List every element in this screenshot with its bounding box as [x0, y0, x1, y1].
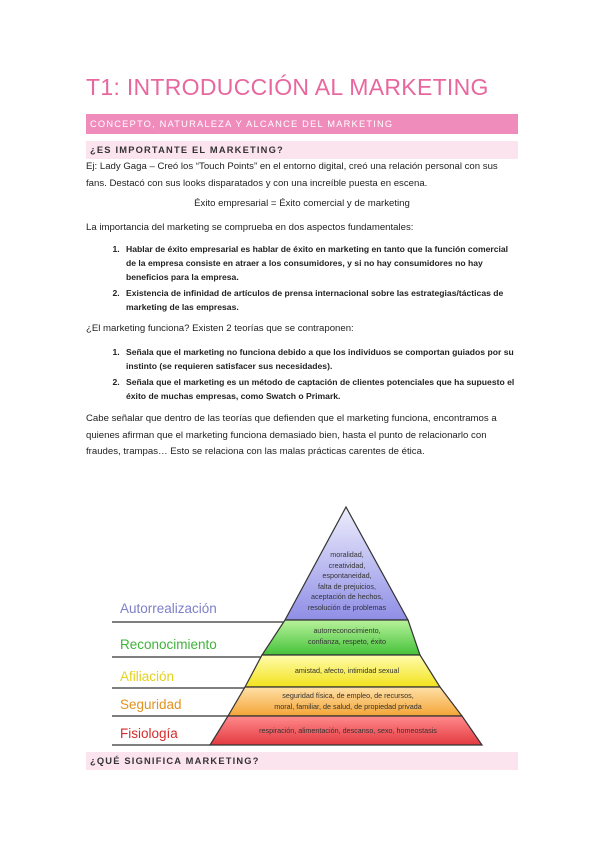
pyramid-label-esteem: Reconocimiento: [120, 637, 217, 652]
pyramid-text-line: moral, familiar, de salud, de propiedad privada: [274, 701, 422, 711]
question-heading-importance: ¿ES IMPORTANTE EL MARKETING?: [86, 141, 518, 159]
pyramid-text-line: resolución de problemas: [307, 602, 387, 612]
list-item-text: Hablar de éxito empresarial es hablar de éxito en marketing en tanto que la función comercial de la empresa consiste en atraer a los consumidores, y si no hay consumidores no hay beneficios para la empresa.: [126, 244, 509, 282]
success-formula: Éxito empresarial = Éxito comercial y de marketing: [194, 198, 410, 209]
marketing-works-question: ¿El marketing funciona? Existen 2 teorías que se contraponen:: [86, 323, 354, 334]
pyramid-text-line: amistad, afecto, intimidad sexual: [294, 666, 400, 675]
pyramid-text-line: aceptación de hechos,: [311, 592, 383, 601]
pyramid-text-safety: [236, 691, 460, 712]
pyramid-label-self-actualization: Autorrealización: [120, 601, 217, 616]
question-heading-meaning: ¿QUÉ SIGNIFICA MARKETING?: [86, 752, 518, 770]
list-item-text: Existencia de infinidad de artículos de prensa internacional sobre las estrategias/tácticas de marketing de las empresas.: [126, 288, 504, 312]
pyramid-text-line: espontaneidad,: [322, 571, 372, 580]
pyramid-text-esteem: [276, 626, 418, 647]
pyramid-text-line: creatividad,: [328, 560, 366, 570]
section-heading: CONCEPTO, NATURALEZA Y ALCANCE DEL MARKETING: [86, 114, 518, 134]
pyramid-text-belonging: [256, 666, 438, 677]
pyramid-text-line: seguridad física, de empleo, de recursos,: [282, 691, 414, 700]
pyramid-text-line: moralidad,: [330, 550, 364, 559]
pyramid-text-line: respiración, alimentación, descanso, sexo, homeostasis: [259, 726, 437, 735]
list-item-text: Señala que el marketing es un método de captación de clientes potenciales que ha supuesto el éxito de muchas empresas, como Swatch o Primark.: [126, 377, 515, 401]
pyramid-text-line: autorreconocimiento,: [313, 626, 381, 635]
pyramid-text-physiological: [218, 726, 478, 737]
list-item-text: Señala que el marketing no funciona debido a que los individuos se comportan guiados por su instinto (se requieren satisfacer sus necesidades).: [126, 347, 514, 371]
pyramid-label-safety: Seguridad: [120, 697, 182, 712]
pyramid-text-line: confianza, respeto, éxito: [308, 636, 386, 646]
lady-gaga-example: Ej: Lady Gaga – Creó los “Touch Points” en el entorno digital, creó una relación personal con sus fans. Destacó con sus looks disparatados y con una increíble puesta en escena.: [86, 161, 498, 189]
conclusion-paragraph: Cabe señalar que dentro de las teorías que defienden que el marketing funciona, encontramos a quienes afirman que el marketing funciona demasiado bien, hasta el punto de relacionarlo con fraudes, trampas… Esto se relaciona con las malas prácticas carentes de ética.: [86, 413, 497, 457]
pyramid-text-line: falta de prejuicios,: [318, 581, 376, 591]
pyramid-label-physiological: Fisiología: [120, 726, 178, 741]
pyramid-text-self-actualization: [276, 550, 418, 613]
pyramid-label-belonging: Afiliación: [120, 669, 175, 684]
importance-intro: La importancia del marketing se comprueba en dos aspectos fundamentales:: [86, 222, 414, 233]
document-title: T1: INTRODUCCIÓN AL MARKETING: [86, 74, 489, 100]
